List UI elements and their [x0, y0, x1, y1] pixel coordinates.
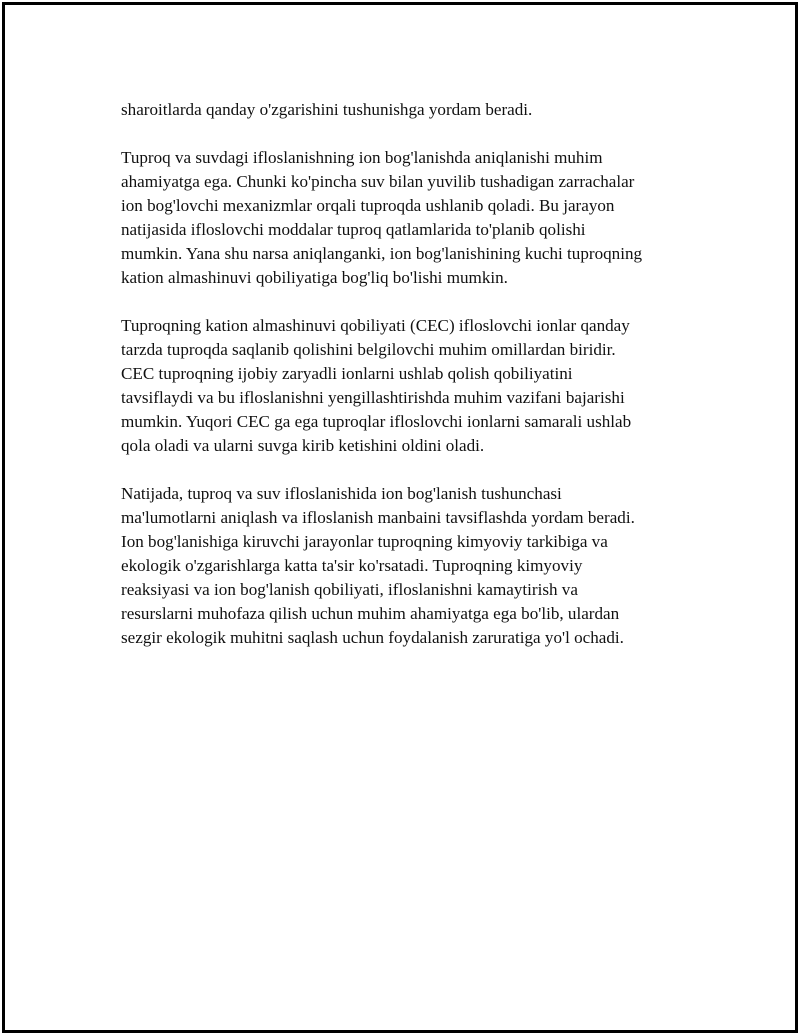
page-frame	[2, 2, 798, 1033]
paragraph-pollution-detection: Tuproq va suvdagi ifloslanishning ion bog'lanishda aniqlanishi muhim ahamiyatga ega. Chunki ko'pincha suv bilan yuvilib tushadigan zarrachalar ion bog'lovchi mexanizmlar orqali tuproqda ushlanib qoladi. Bu jarayon natijasida ifloslovchi moddalar tuproq qatlamlarida to'planib qolishi mumkin. Yana shu narsa aniqlanganki, ion bog'lanishining kuchi tuproqning kation almashinuvi qobiliyatiga bog'liq bo'lishi mumkin.	[121, 148, 643, 287]
paragraph-conclusion: Natijada, tuproq va suv ifloslanishida ion bog'lanish tushunchasi ma'lumotlarni aniqlash va ifloslanish manbaini tavsiflashda yordam beradi. Ion bog'lanishiga kiruvchi jarayonlar tuproqning kimyoviy tarkibiga va ekologik o'zgarishlarga katta ta'sir ko'rsatadi. Tuproqning kimyoviy reaksiyasi va ion bog'lanish qobiliyati, ifloslanishni kamaytirish va resurslarni muhofaza qilish uchun muhim ahamiyatga ega bo'lib, ulardan sezgir ekologik muhitni saqlash uchun foydalanish zaruratiga yo'l ochadi.	[121, 484, 635, 647]
paragraph-continuation: sharoitlarda qanday o'zgarishini tushunishga yordam beradi.	[121, 100, 533, 119]
paragraph-cation-exchange: Tuproqning kation almashinuvi qobiliyati (CEC) ifloslovchi ionlar qanday tarzda tuproqda saqlanib qolishini belgilovchi muhim omillardan biridir. CEC tuproqning ijobiy zaryadli ionlarni ushlab qolish qobiliyatini tavsiflaydi va bu ifloslanishni yengillashtirishda muhim vazifani bajarishi mumkin. Yuqori CEC ga ega tuproqlar ifloslovchi ionlarni samarali ushlab qola oladi va ularni suvga kirib ketishini oldini oladi.	[121, 316, 632, 455]
document-body	[121, 98, 706, 674]
